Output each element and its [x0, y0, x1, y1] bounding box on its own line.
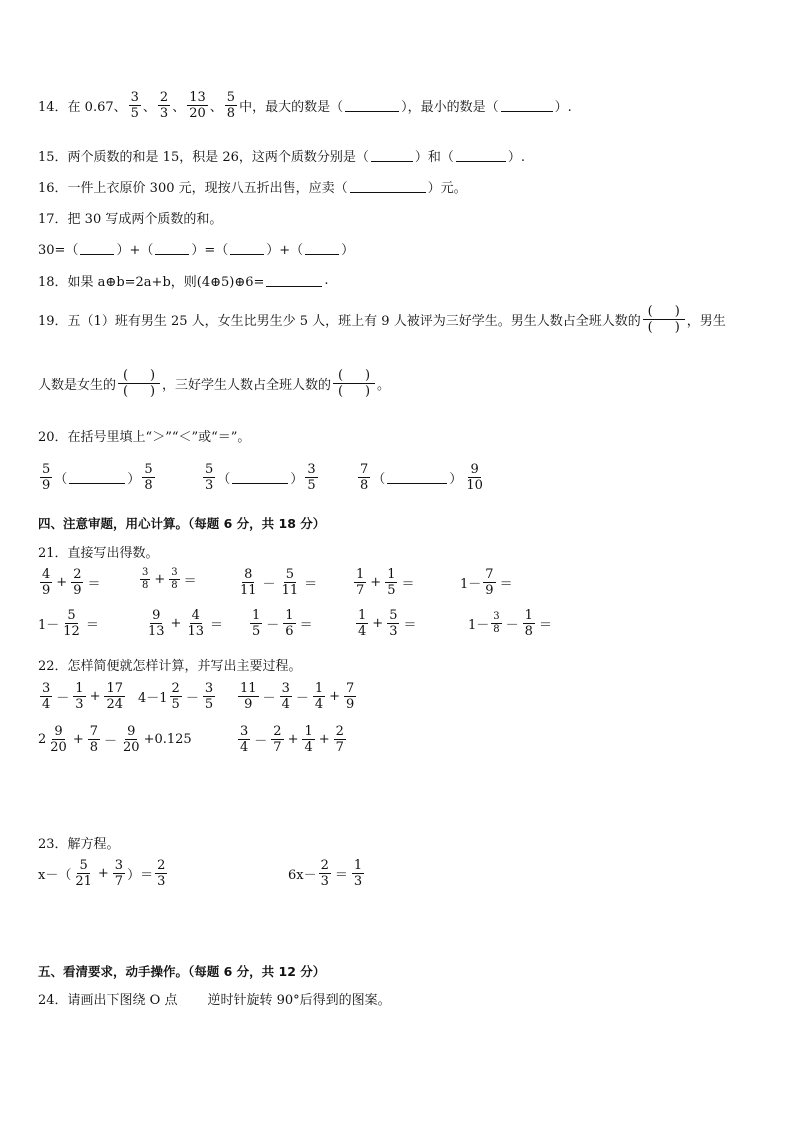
- q20-compare-2: [201, 462, 320, 493]
- one-minus: 1－: [460, 577, 482, 592]
- answer-blank[interactable]: [80, 242, 114, 255]
- question-15: [38, 146, 525, 165]
- plus-sign: +: [154, 572, 166, 587]
- blank-fraction[interactable]: $\frac{( )}{( )}$: [118, 368, 160, 399]
- equals-sign: ＝: [210, 618, 224, 633]
- fraction: $\frac{7}{8}$: [360, 462, 369, 493]
- question-19-line-2: [38, 368, 390, 399]
- minus-sign: －: [104, 734, 118, 749]
- question-16: [38, 177, 467, 196]
- fraction: $\frac{1}{7}$: [356, 567, 365, 598]
- q22-text: 22．怎样简便就怎样计算，并写出主要过程。: [38, 659, 302, 674]
- plus-sign: +: [89, 689, 101, 704]
- fraction: $\frac{2}{3}$: [159, 90, 169, 121]
- fraction: $\frac{2}{3}$: [157, 858, 166, 889]
- question-14: [38, 90, 572, 121]
- fraction: $\frac{3}{5}$: [204, 681, 214, 712]
- q22-expr-4: [38, 724, 192, 755]
- fraction: $\frac{9}{13}$: [148, 608, 165, 639]
- q24-text-2: 逆时针旋转 90°后得到的图案。: [207, 993, 391, 1008]
- q21-item: [138, 567, 199, 592]
- answer-blank[interactable]: [371, 149, 413, 162]
- q18-text: 18．如果 a⊕b=2a+b，则(4⊕5)⊕6=: [38, 275, 265, 290]
- q14-number: 14．: [38, 100, 68, 115]
- fraction: $\frac{9}{20}$: [50, 724, 67, 755]
- minus-sign: －: [56, 691, 70, 706]
- q18-end: .: [324, 273, 329, 288]
- equals-sign: ＝: [403, 618, 417, 633]
- fraction: $\frac{2}{7}$: [273, 724, 282, 755]
- equals-sign: ＝: [304, 577, 318, 592]
- q23-equation-1: [38, 858, 169, 889]
- plus-sign: +: [72, 732, 84, 747]
- q20-compare-3: [356, 462, 487, 493]
- eq-prefix: x－（: [38, 868, 72, 883]
- equals-sign: ＝: [499, 577, 513, 592]
- q14-text-2: 中，最大的数是（: [239, 100, 344, 115]
- q14-text-4: ）.: [554, 100, 572, 115]
- q19-text-2: ，男生: [686, 314, 726, 329]
- q23-equation-2: [288, 858, 366, 889]
- q17-eq-5: ）: [341, 243, 355, 258]
- question-20: [38, 426, 250, 445]
- section-5-heading: [38, 962, 325, 980]
- separator: 、: [172, 100, 186, 115]
- fraction: $\frac{1}{6}$: [285, 608, 294, 639]
- section-4-title: 四、注意审题，用心计算。（每题 6 分，共 18 分）: [38, 516, 326, 531]
- answer-blank[interactable]: [155, 242, 189, 255]
- minus-sign: －: [505, 618, 519, 633]
- fraction: $\frac{5}{8}$: [144, 462, 153, 493]
- q15-text-2: ）和（: [414, 150, 454, 165]
- q20-text: 20．在括号里填上“＞”“＜”或“＝”。: [38, 430, 251, 445]
- q24-text-1: 24．请画出下图绕 O 点: [38, 993, 178, 1008]
- eq-mid: ）＝: [127, 868, 154, 883]
- question-19: [38, 304, 726, 335]
- q22-expr-2: [138, 681, 217, 712]
- answer-blank[interactable]: [305, 242, 339, 255]
- q22-expr-1: [38, 681, 127, 712]
- question-23: [38, 833, 120, 852]
- q21-item: [38, 567, 102, 598]
- paren-right: ）: [290, 472, 304, 487]
- q21-item: [236, 567, 319, 598]
- fraction: $\frac{2}{7}$: [335, 724, 344, 755]
- answer-blank[interactable]: [456, 149, 506, 162]
- answer-blank[interactable]: [230, 242, 264, 255]
- paren-right: ）: [449, 472, 463, 487]
- fraction: $\frac{7}{9}$: [485, 567, 494, 598]
- one-minus: 1－: [38, 618, 60, 633]
- fraction: $\frac{5}{21}$: [75, 858, 92, 889]
- q15-text-3: ）.: [507, 150, 526, 165]
- q16-text-2: ）元。: [427, 181, 467, 196]
- fraction: $\frac{1}{3}$: [353, 858, 363, 889]
- blank-fraction[interactable]: $\frac{( )}{( )}$: [333, 368, 375, 399]
- q21-item: [144, 608, 225, 639]
- plus-sign: +: [287, 732, 299, 747]
- q21-item: [354, 608, 418, 639]
- fraction: $\frac{3}{8}$: [171, 567, 178, 591]
- minus-sign: －: [185, 691, 199, 706]
- fraction: $\frac{3}{5}$: [307, 462, 316, 493]
- equals-sign: ＝: [401, 577, 415, 592]
- q21-text: 21．直接写出得数。: [38, 546, 159, 561]
- plus-sign: +: [370, 575, 382, 590]
- eq-prefix: 6x－: [288, 868, 317, 883]
- q21-item: [352, 567, 416, 598]
- equals-sign: ＝: [85, 618, 99, 633]
- whole-number: 2: [38, 732, 47, 747]
- fraction: $\frac{5}{3}$: [389, 608, 398, 639]
- q14-text-3: ），最小的数是（: [401, 100, 499, 115]
- q14-text-1: 在 0.67、: [67, 100, 127, 115]
- blank-fraction[interactable]: $\frac{( )}{( )}$: [643, 304, 685, 335]
- question-17-equation: [38, 239, 354, 258]
- answer-blank[interactable]: [345, 99, 399, 112]
- fraction: $\frac{5}{3}$: [205, 462, 214, 493]
- q19-text-1: 19．五（1）班有男生 25 人，女生比男生少 5 人，班上有 9 人被评为三好学生。男生人数占全班人数的: [38, 314, 641, 329]
- fraction: $\frac{1}{8}$: [524, 608, 533, 639]
- fraction: $\frac{4}{13}$: [187, 608, 204, 639]
- answer-blank[interactable]: [501, 99, 553, 112]
- q19-text-5: 。: [377, 378, 391, 393]
- plus-sign: +: [97, 866, 109, 881]
- fraction: $\frac{1}{4}$: [304, 724, 313, 755]
- q17-eq-2: ）+（: [116, 243, 154, 258]
- q21-item: [460, 567, 515, 598]
- plus-sign: +: [372, 616, 384, 631]
- fraction: $\frac{1}{5}$: [252, 608, 261, 639]
- equals-sign: ＝: [538, 618, 552, 633]
- decimal-term: +0.125: [143, 732, 192, 747]
- fraction: $\frac{1}{4}$: [358, 608, 367, 639]
- q15-text-1: 15．两个质数的和是 15，积是 26，这两个质数分别是（: [38, 150, 369, 165]
- answer-blank[interactable]: [387, 471, 447, 484]
- q22-expr-5: [236, 724, 348, 755]
- fraction: $\frac{5}{9}$: [42, 462, 51, 493]
- fraction: $\frac{3}{4}$: [42, 681, 51, 712]
- q23-text: 23．解方程。: [38, 837, 120, 852]
- fraction: $\frac{11}{9}$: [240, 681, 257, 712]
- one-minus: 1－: [468, 618, 490, 633]
- fraction: $\frac{1}{3}$: [75, 681, 84, 712]
- q17-text: 17．把 30 写成两个质数的和。: [38, 212, 223, 227]
- answer-blank[interactable]: [266, 274, 322, 287]
- fraction: $\frac{9}{10}$: [466, 462, 483, 493]
- answer-blank[interactable]: [69, 471, 125, 484]
- fraction: $\frac{3}{8}$: [493, 611, 500, 635]
- fraction: $\frac{2}{9}$: [73, 567, 82, 598]
- fraction: $\frac{4}{9}$: [42, 567, 51, 598]
- section-4-heading: [38, 514, 325, 532]
- fraction: $\frac{17}{24}$: [106, 681, 124, 712]
- q22-expr-3: [236, 681, 358, 712]
- q16-text-1: 16．一件上衣原价 300 元，现按八五折出售，应卖（: [38, 181, 348, 196]
- minus-sign: －: [254, 734, 268, 749]
- separator: 、: [142, 100, 156, 115]
- fraction: $\frac{5}{8}$: [226, 90, 236, 121]
- answer-blank[interactable]: [350, 180, 426, 193]
- q19-text-4: ，三好学生人数占全班人数的: [162, 378, 332, 393]
- paren-left: （: [54, 472, 68, 487]
- q21-item: [248, 608, 315, 639]
- plus-sign: +: [56, 575, 68, 590]
- question-17: [38, 208, 222, 227]
- question-21: [38, 542, 159, 561]
- question-18: [38, 271, 329, 290]
- question-22: [38, 655, 302, 674]
- equals-sign: ＝: [334, 868, 348, 883]
- q21-item: [468, 608, 554, 639]
- paren-right: ）: [127, 472, 141, 487]
- fraction: $\frac{1}{5}$: [387, 567, 396, 598]
- fraction: $\frac{5}{12}$: [63, 608, 80, 639]
- q17-eq-1: 30=（: [38, 243, 79, 258]
- answer-blank[interactable]: [232, 471, 288, 484]
- fraction: $\frac{3}{7}$: [114, 858, 124, 889]
- fraction: $\frac{9}{20}$: [123, 724, 140, 755]
- minus-sign: －: [295, 691, 309, 706]
- q21-item: [38, 608, 101, 639]
- equals-sign: ＝: [183, 574, 197, 589]
- minus-sign: －: [262, 691, 276, 706]
- q20-compare-1: [38, 462, 157, 493]
- fraction: $\frac{2}{5}$: [171, 681, 180, 712]
- section-5-title: 五、看清要求，动手操作。（每题 6 分，共 12 分）: [38, 964, 326, 979]
- fraction: $\frac{3}{4}$: [281, 681, 290, 712]
- fraction: $\frac{13}{20}$: [189, 90, 206, 121]
- fraction: $\frac{7}{8}$: [89, 724, 99, 755]
- equals-sign: ＝: [299, 618, 313, 633]
- fraction: $\frac{2}{3}$: [320, 858, 329, 889]
- fraction: $\frac{3}{5}$: [130, 90, 139, 121]
- minus-sign: －: [266, 618, 280, 633]
- q19-text-3: 人数是女生的: [38, 378, 117, 393]
- fraction: $\frac{1}{4}$: [314, 681, 324, 712]
- whole-number: 4－1: [138, 691, 168, 706]
- equals-sign: ＝: [87, 577, 101, 592]
- fraction: $\frac{7}{9}$: [346, 681, 355, 712]
- question-24: [38, 989, 391, 1008]
- plus-sign: +: [318, 732, 330, 747]
- q17-eq-4: ）+（: [266, 243, 304, 258]
- paren-left: （: [372, 472, 386, 487]
- plus-sign: +: [329, 689, 341, 704]
- paren-left: （: [217, 472, 231, 487]
- q17-eq-3: ）=（: [191, 243, 229, 258]
- separator: 、: [209, 100, 223, 115]
- fraction: $\frac{3}{4}$: [240, 724, 249, 755]
- minus-sign: －: [262, 577, 276, 592]
- fraction: $\frac{3}{8}$: [142, 567, 149, 591]
- fraction: $\frac{5}{11}$: [281, 567, 299, 598]
- plus-sign: +: [170, 616, 182, 631]
- fraction: $\frac{8}{11}$: [240, 567, 257, 598]
